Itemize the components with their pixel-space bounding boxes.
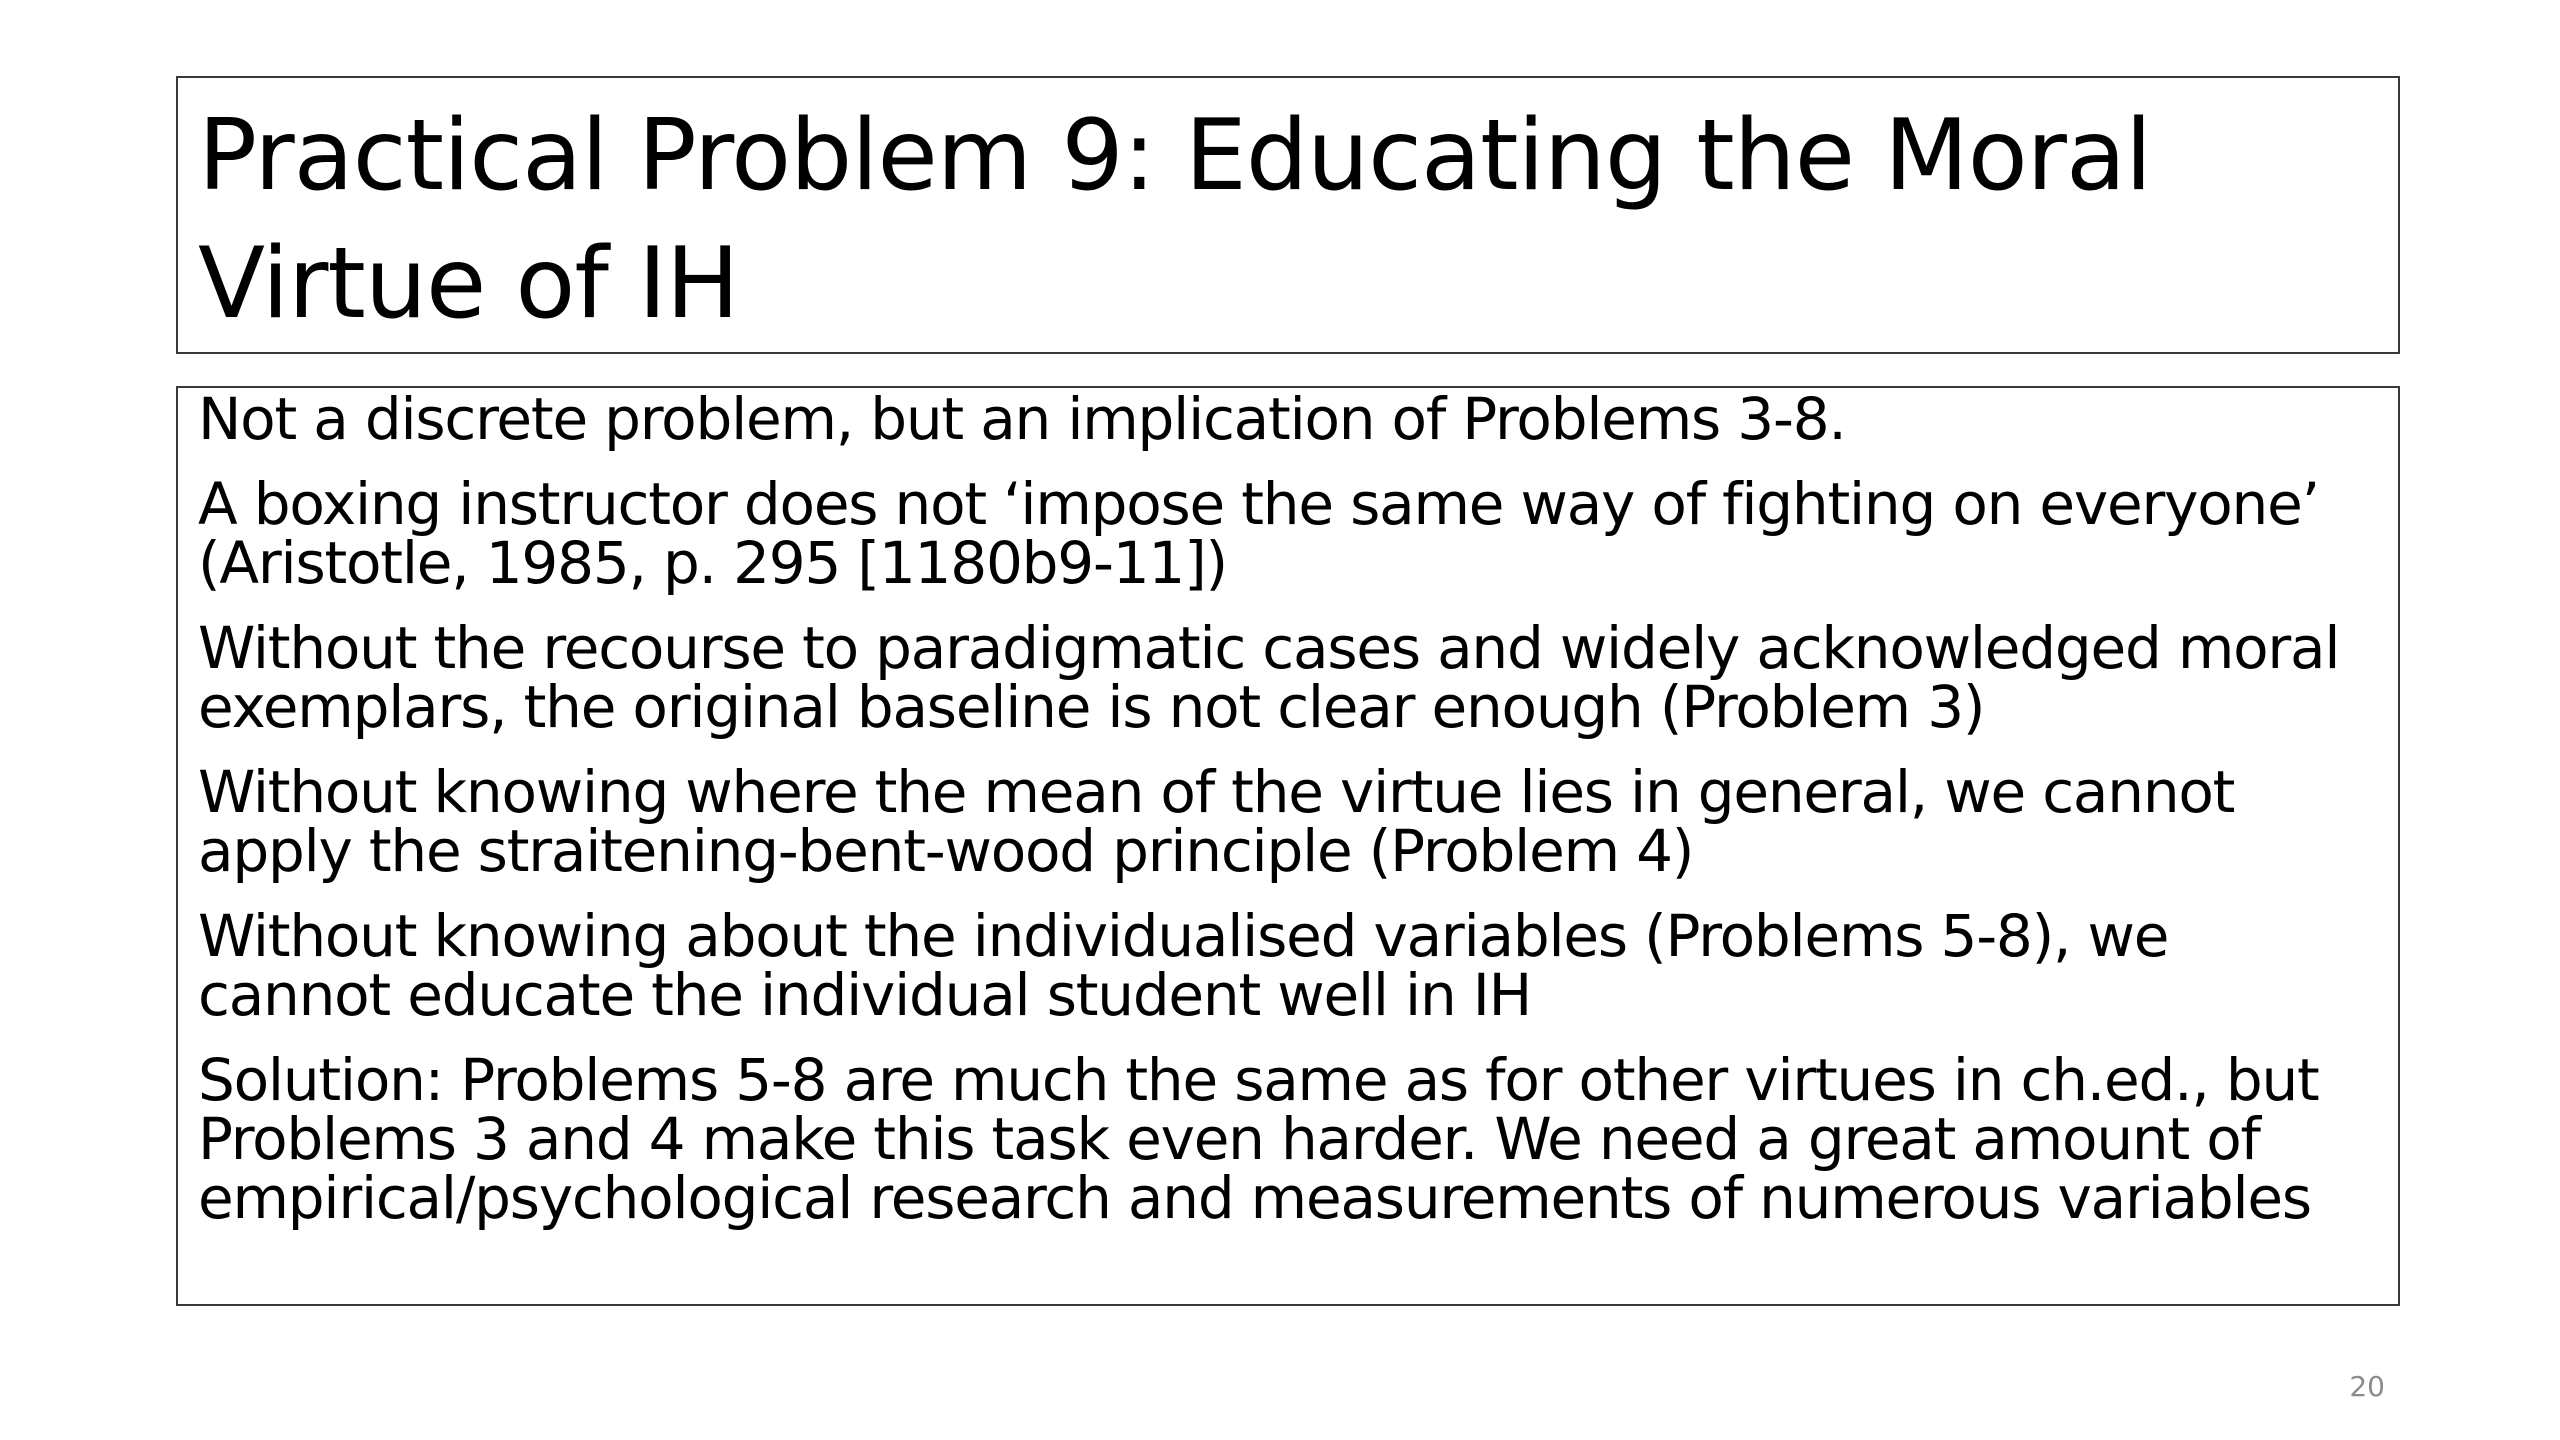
content-paragraph [198, 386, 2398, 453]
slide-title-line-2: Virtue of IH [198, 227, 739, 341]
content-paragraph [198, 1046, 2398, 1232]
paragraph-line: Not a discrete problem, but an implication of Problems 3-8. [198, 386, 1846, 453]
content-paragraph [198, 758, 2398, 885]
paragraph-line: apply the straitening-bent-wood principle (Problem 4) [198, 817, 1694, 885]
slide-number: 20 [2349, 1370, 2385, 1403]
slide-title-line-1: Practical Problem 9: Educating the Moral [198, 99, 2152, 213]
content-list [198, 386, 2398, 1232]
content-paragraph [198, 614, 2398, 741]
paragraph-line: Solution: Problems 5-8 are much the same as for other virtues in ch.ed., but [198, 1046, 2319, 1114]
paragraph-line: Problems 3 and 4 make this task even harder. We need a great amount of [198, 1105, 2260, 1173]
content-paragraph [198, 470, 2398, 597]
paragraph-line: Without the recourse to paradigmatic cases and widely acknowledged moral [198, 614, 2340, 682]
paragraph-line: empirical/psychological research and measurements of numerous variables [198, 1164, 2311, 1232]
paragraph-line: A boxing instructor does not ‘impose the same way of fighting on everyone’ [198, 470, 2319, 538]
paragraph-line: Without knowing where the mean of the virtue lies in general, we cannot [198, 758, 2235, 826]
paragraph-line: Without knowing about the individualised variables (Problems 5-8), we [198, 902, 2169, 970]
paragraph-line: (Aristotle, 1985, p. 295 [1180b9-11]) [198, 529, 1227, 597]
slide-title [198, 92, 2398, 348]
paragraph-line: cannot educate the individual student well in IH [198, 961, 1532, 1029]
title-placeholder[interactable] [176, 76, 2400, 354]
paragraph-line: exemplars, the original baseline is not clear enough (Problem 3) [198, 673, 1985, 741]
content-paragraph [198, 902, 2398, 1029]
content-placeholder[interactable] [176, 386, 2400, 1306]
